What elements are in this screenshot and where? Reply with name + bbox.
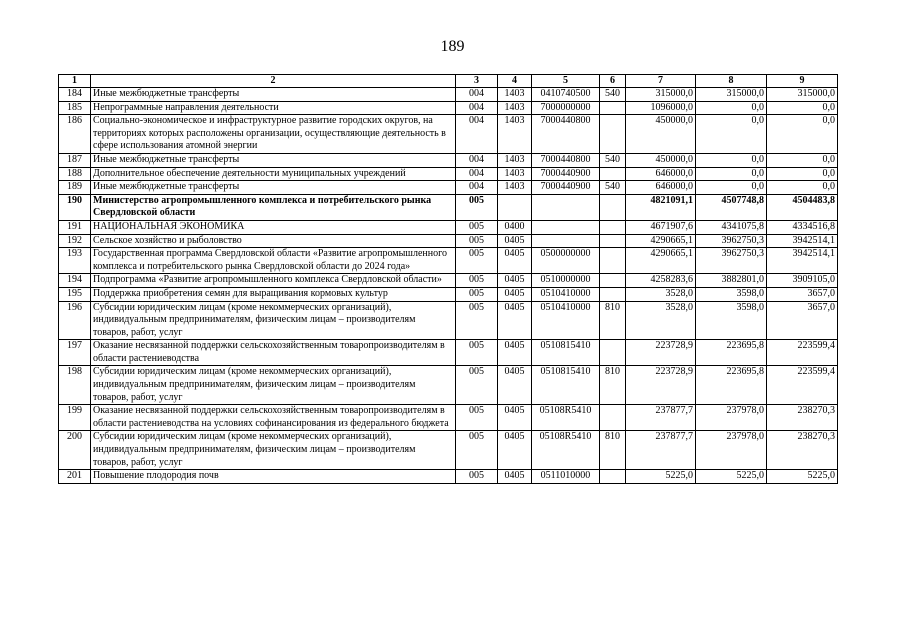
section-code-cell: 1403	[498, 115, 532, 154]
amount-col8-cell: 3598,0	[696, 301, 767, 340]
section-code-cell: 0405	[498, 405, 532, 431]
ministry-code-cell: 005	[456, 194, 498, 220]
ministry-code-cell: 004	[456, 167, 498, 181]
section-code-cell: 1403	[498, 167, 532, 181]
section-code-cell: 0405	[498, 340, 532, 366]
amount-col8-cell: 315000,0	[696, 88, 767, 102]
expense-type-cell	[600, 167, 626, 181]
table-row	[59, 248, 838, 274]
amount-col8-cell: 0,0	[696, 101, 767, 115]
amount-col9-cell: 5225,0	[767, 470, 838, 484]
table-row	[59, 301, 838, 340]
column-header: 7	[626, 75, 696, 88]
amount-col9-cell: 4334516,8	[767, 220, 838, 234]
row-number-cell: 184	[59, 88, 91, 102]
ministry-code-cell: 005	[456, 470, 498, 484]
row-number-cell: 201	[59, 470, 91, 484]
expense-type-cell	[600, 115, 626, 154]
amount-col8-cell: 3962750,3	[696, 234, 767, 248]
ministry-code-cell: 005	[456, 405, 498, 431]
amount-col7-cell: 646000,0	[626, 167, 696, 181]
table-row	[59, 167, 838, 181]
row-name-cell: Иные межбюджетные трансферты	[91, 153, 456, 167]
column-header: 2	[91, 75, 456, 88]
row-name-cell: Повышение плодородия почв	[91, 470, 456, 484]
row-number-cell: 195	[59, 287, 91, 301]
row-number-cell: 196	[59, 301, 91, 340]
target-article-cell	[532, 234, 600, 248]
amount-col8-cell: 237978,0	[696, 431, 767, 470]
row-number-cell: 187	[59, 153, 91, 167]
section-code-cell: 0405	[498, 301, 532, 340]
table-row	[59, 220, 838, 234]
amount-col8-cell: 237978,0	[696, 405, 767, 431]
amount-col7-cell: 237877,7	[626, 405, 696, 431]
table-row	[59, 340, 838, 366]
expense-type-cell	[600, 194, 626, 220]
target-article-cell: 05108R5410	[532, 431, 600, 470]
row-number-cell: 189	[59, 181, 91, 195]
amount-col8-cell: 3882801,0	[696, 274, 767, 288]
column-header: 6	[600, 75, 626, 88]
row-number-cell: 186	[59, 115, 91, 154]
table-row	[59, 115, 838, 154]
expense-type-cell: 810	[600, 431, 626, 470]
ministry-code-cell: 004	[456, 181, 498, 195]
amount-col7-cell: 223728,9	[626, 340, 696, 366]
section-code-cell: 1403	[498, 153, 532, 167]
amount-col9-cell: 0,0	[767, 153, 838, 167]
row-name-cell: Государственная программа Свердловской области «Развитие агропромышленного комплекса и потребительского рынка Свердловской области до 2024 года»	[91, 248, 456, 274]
amount-col9-cell: 223599,4	[767, 340, 838, 366]
amount-col7-cell: 4671907,6	[626, 220, 696, 234]
expense-type-cell	[600, 470, 626, 484]
row-name-cell: НАЦИОНАЛЬНАЯ ЭКОНОМИКА	[91, 220, 456, 234]
amount-col7-cell: 4821091,1	[626, 194, 696, 220]
header-row	[59, 75, 838, 88]
amount-col7-cell: 223728,9	[626, 366, 696, 405]
row-number-cell: 191	[59, 220, 91, 234]
amount-col9-cell: 238270,3	[767, 431, 838, 470]
target-article-cell: 7000440900	[532, 181, 600, 195]
ministry-code-cell: 004	[456, 88, 498, 102]
amount-col9-cell: 238270,3	[767, 405, 838, 431]
expense-type-cell	[600, 101, 626, 115]
table-row	[59, 181, 838, 195]
section-code-cell	[498, 194, 532, 220]
target-article-cell: 7000000000	[532, 101, 600, 115]
row-name-cell: Оказание несвязанной поддержки сельскохозяйственным товаропроизводителям в области растениеводства на условиях софинансирования из федерального бюджета	[91, 405, 456, 431]
target-article-cell: 0511010000	[532, 470, 600, 484]
column-header: 1	[59, 75, 91, 88]
amount-col8-cell: 5225,0	[696, 470, 767, 484]
target-article-cell	[532, 220, 600, 234]
amount-col9-cell: 0,0	[767, 101, 838, 115]
target-article-cell: 0510000000	[532, 274, 600, 288]
row-name-cell: Иные межбюджетные трансферты	[91, 181, 456, 195]
amount-col8-cell: 223695,8	[696, 366, 767, 405]
amount-col8-cell: 4507748,8	[696, 194, 767, 220]
ministry-code-cell: 004	[456, 115, 498, 154]
row-number-cell: 193	[59, 248, 91, 274]
row-number-cell: 200	[59, 431, 91, 470]
row-name-cell: Субсидии юридическим лицам (кроме некоммерческих организаций), индивидуальным предпринимателям, физическим лицам – производителям товаров, работ, услуг	[91, 366, 456, 405]
amount-col9-cell: 0,0	[767, 181, 838, 195]
target-article-cell: 0510815410	[532, 340, 600, 366]
expense-type-cell	[600, 405, 626, 431]
amount-col8-cell: 0,0	[696, 167, 767, 181]
target-article-cell: 0510410000	[532, 301, 600, 340]
row-number-cell: 194	[59, 274, 91, 288]
row-number-cell: 199	[59, 405, 91, 431]
column-header: 8	[696, 75, 767, 88]
amount-col8-cell: 3962750,3	[696, 248, 767, 274]
table-row	[59, 470, 838, 484]
row-number-cell: 185	[59, 101, 91, 115]
expense-type-cell: 540	[600, 88, 626, 102]
row-name-cell: Дополнительное обеспечение деятельности муниципальных учреждений	[91, 167, 456, 181]
table-row	[59, 194, 838, 220]
amount-col7-cell: 450000,0	[626, 115, 696, 154]
row-name-cell: Подпрограмма «Развитие агропромышленного комплекса Свердловской области»	[91, 274, 456, 288]
amount-col8-cell: 0,0	[696, 153, 767, 167]
amount-col7-cell: 3528,0	[626, 301, 696, 340]
amount-col8-cell: 223695,8	[696, 340, 767, 366]
expense-type-cell	[600, 248, 626, 274]
ministry-code-cell: 005	[456, 274, 498, 288]
amount-col7-cell: 4290665,1	[626, 248, 696, 274]
target-article-cell: 0410740500	[532, 88, 600, 102]
expense-type-cell	[600, 287, 626, 301]
amount-col9-cell: 0,0	[767, 115, 838, 154]
row-name-cell: Поддержка приобретения семян для выращивания кормовых культур	[91, 287, 456, 301]
table-row	[59, 234, 838, 248]
ministry-code-cell: 005	[456, 340, 498, 366]
amount-col7-cell: 646000,0	[626, 181, 696, 195]
table-row	[59, 287, 838, 301]
page-number: 189	[440, 38, 465, 55]
amount-col9-cell: 315000,0	[767, 88, 838, 102]
amount-col7-cell: 3528,0	[626, 287, 696, 301]
target-article-cell: 05108R5410	[532, 405, 600, 431]
row-name-cell: Субсидии юридическим лицам (кроме некоммерческих организаций), индивидуальным предпринимателям, физическим лицам – производителям товаров, работ, услуг	[91, 301, 456, 340]
ministry-code-cell: 005	[456, 220, 498, 234]
target-article-cell	[532, 194, 600, 220]
row-name-cell: Сельское хозяйство и рыболовство	[91, 234, 456, 248]
row-name-cell: Субсидии юридическим лицам (кроме некоммерческих организаций), индивидуальным предпринимателям, физическим лицам – производителям товаров, работ, услуг	[91, 431, 456, 470]
amount-col9-cell: 223599,4	[767, 366, 838, 405]
expense-type-cell	[600, 220, 626, 234]
section-code-cell: 1403	[498, 88, 532, 102]
section-code-cell: 1403	[498, 101, 532, 115]
amount-col7-cell: 1096000,0	[626, 101, 696, 115]
amount-col7-cell: 4290665,1	[626, 234, 696, 248]
column-header: 4	[498, 75, 532, 88]
amount-col9-cell: 0,0	[767, 167, 838, 181]
ministry-code-cell: 005	[456, 301, 498, 340]
column-header: 5	[532, 75, 600, 88]
amount-col8-cell: 3598,0	[696, 287, 767, 301]
target-article-cell: 7000440800	[532, 153, 600, 167]
row-number-cell: 197	[59, 340, 91, 366]
amount-col7-cell: 315000,0	[626, 88, 696, 102]
section-code-cell: 0405	[498, 248, 532, 274]
ministry-code-cell: 004	[456, 101, 498, 115]
section-code-cell: 0405	[498, 366, 532, 405]
table-row	[59, 88, 838, 102]
ministry-code-cell: 004	[456, 153, 498, 167]
section-code-cell: 0405	[498, 470, 532, 484]
section-code-cell: 0405	[498, 274, 532, 288]
budget-table	[58, 74, 838, 484]
target-article-cell: 0500000000	[532, 248, 600, 274]
column-header: 9	[767, 75, 838, 88]
amount-col7-cell: 5225,0	[626, 470, 696, 484]
amount-col9-cell: 3657,0	[767, 287, 838, 301]
target-article-cell: 0510410000	[532, 287, 600, 301]
amount-col8-cell: 0,0	[696, 115, 767, 154]
section-code-cell: 0405	[498, 234, 532, 248]
table-row	[59, 405, 838, 431]
ministry-code-cell: 005	[456, 287, 498, 301]
target-article-cell: 7000440800	[532, 115, 600, 154]
table-row	[59, 101, 838, 115]
table-row	[59, 153, 838, 167]
section-code-cell: 0400	[498, 220, 532, 234]
section-code-cell: 1403	[498, 181, 532, 195]
amount-col9-cell: 3657,0	[767, 301, 838, 340]
expense-type-cell	[600, 234, 626, 248]
expense-type-cell: 810	[600, 301, 626, 340]
section-code-cell: 0405	[498, 431, 532, 470]
expense-type-cell: 540	[600, 181, 626, 195]
amount-col9-cell: 4504483,8	[767, 194, 838, 220]
amount-col9-cell: 3942514,1	[767, 248, 838, 274]
row-name-cell: Министерство агропромышленного комплекса и потребительского рынка Свердловской области	[91, 194, 456, 220]
target-article-cell: 0510815410	[532, 366, 600, 405]
expense-type-cell	[600, 274, 626, 288]
amount-col7-cell: 4258283,6	[626, 274, 696, 288]
ministry-code-cell: 005	[456, 234, 498, 248]
row-name-cell: Социально-экономическое и инфраструктурное развитие городских округов, на территориях которых расположены организации, осуществляющие деятельность в сфере использования атомной энергии	[91, 115, 456, 154]
amount-col8-cell: 0,0	[696, 181, 767, 195]
row-number-cell: 198	[59, 366, 91, 405]
amount-col7-cell: 237877,7	[626, 431, 696, 470]
row-number-cell: 192	[59, 234, 91, 248]
row-name-cell: Непрограммные направления деятельности	[91, 101, 456, 115]
amount-col7-cell: 450000,0	[626, 153, 696, 167]
expense-type-cell: 810	[600, 366, 626, 405]
ministry-code-cell: 005	[456, 431, 498, 470]
column-header: 3	[456, 75, 498, 88]
ministry-code-cell: 005	[456, 248, 498, 274]
expense-type-cell	[600, 340, 626, 366]
table-row	[59, 431, 838, 470]
row-number-cell: 188	[59, 167, 91, 181]
row-name-cell: Оказание несвязанной поддержки сельскохозяйственным товаропроизводителям в области растениеводства	[91, 340, 456, 366]
target-article-cell: 7000440900	[532, 167, 600, 181]
amount-col9-cell: 3942514,1	[767, 234, 838, 248]
row-name-cell: Иные межбюджетные трансферты	[91, 88, 456, 102]
expense-type-cell: 540	[600, 153, 626, 167]
amount-col8-cell: 4341075,8	[696, 220, 767, 234]
section-code-cell: 0405	[498, 287, 532, 301]
table-row	[59, 274, 838, 288]
ministry-code-cell: 005	[456, 366, 498, 405]
table-row	[59, 366, 838, 405]
amount-col9-cell: 3909105,0	[767, 274, 838, 288]
row-number-cell: 190	[59, 194, 91, 220]
